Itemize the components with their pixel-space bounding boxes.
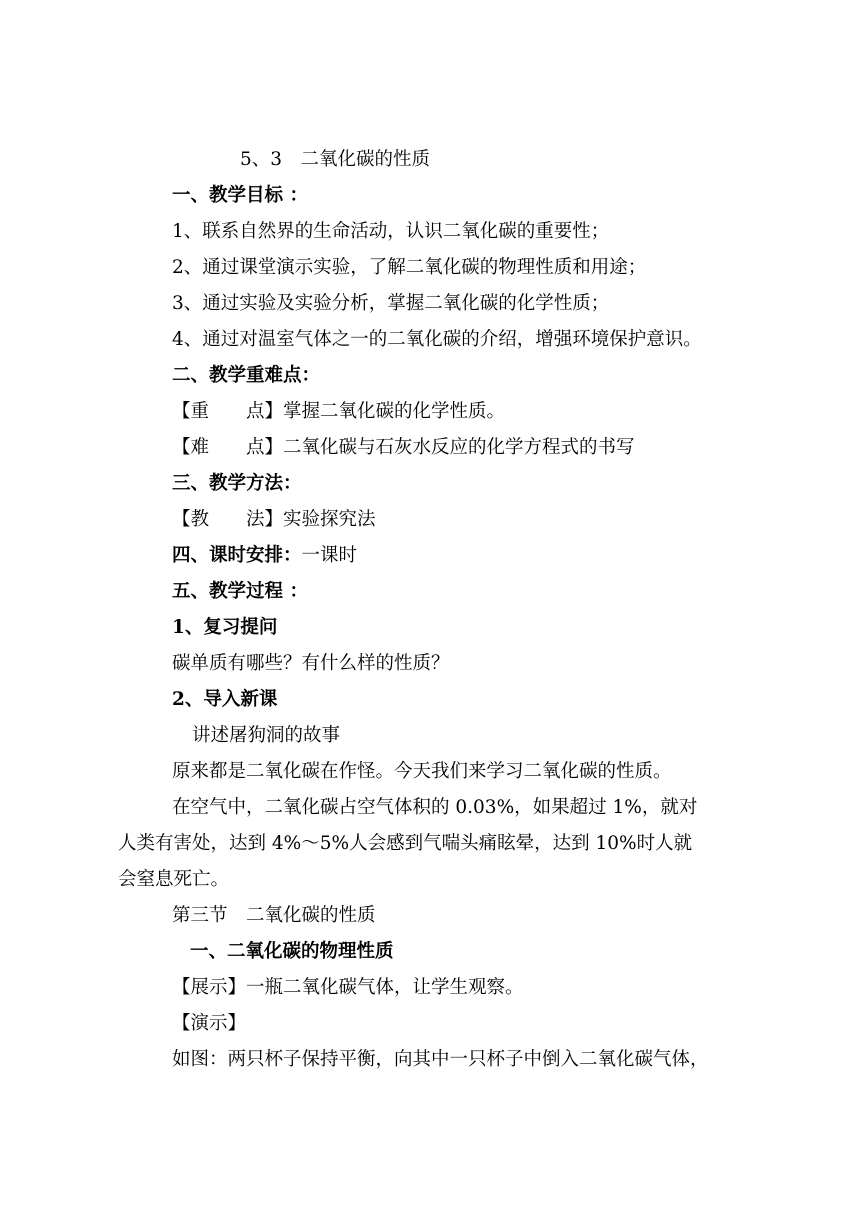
difficult-point: 【难 点】二氧化碳与石灰水反应的化学方程式的书写: [172, 437, 635, 458]
goal-item: 1、联系自然界的生命活动，认识二氧化碳的重要性；: [172, 221, 610, 242]
paragraph-line: 会窒息死亡。: [118, 869, 230, 890]
figure-description: 如图：两只杯子保持平衡，向其中一只杯子中倒入二氧化碳气体，: [172, 1049, 709, 1070]
story-line: 讲述屠狗洞的故事: [192, 725, 341, 746]
sub-heading-physical-properties: 一、二氧化碳的物理性质: [190, 941, 394, 962]
intro-line: 原来都是二氧化碳在作怪。今天我们来学习二氧化碳的性质。: [172, 761, 672, 782]
section-heading-method: 三、教学方法：: [172, 473, 302, 494]
paragraph-line: 在空气中，二氧化碳占空气体积的 0.03%，如果超过 1%，就对: [172, 797, 698, 818]
schedule-value: 一课时: [301, 545, 358, 566]
goal-item: 4、通过对温室气体之一的二氧化碳的介绍，增强环境保护意识。: [172, 329, 702, 350]
goal-item: 3、通过实验及实验分析，掌握二氧化碳的化学性质；: [172, 293, 610, 314]
review-question: 碳单质有哪些？有什么样的性质？: [172, 653, 450, 674]
chapter-title: 第三节 二氧化碳的性质: [172, 905, 376, 926]
document-title: 5、3 二氧化碳的性质: [240, 149, 431, 170]
key-point: 【重 点】掌握二氧化碳的化学性质。: [172, 401, 506, 422]
section-heading-process: 五、教学过程 ：: [172, 581, 308, 602]
section-heading-key-points: 二、教学重难点：: [172, 365, 321, 386]
show-line: 【展示】一瓶二氧化碳气体，让学生观察。: [172, 977, 524, 998]
section-heading-goals: 一、教学目标 ：: [172, 185, 308, 206]
step-heading-intro: 2、导入新课: [172, 689, 278, 710]
step-heading-review: 1、复习提问: [172, 617, 278, 638]
goal-item: 2、通过课堂演示实验，了解二氧化碳的物理性质和用途；: [172, 257, 647, 278]
schedule-line: [172, 544, 357, 568]
paragraph-line: 人类有害处，达到 4%～5%人会感到气喘头痛眩晕，达到 10%时人就: [118, 833, 693, 854]
section-heading-schedule: 四、课时安排：: [172, 545, 302, 566]
teaching-method: 【教 法】实验探究法: [172, 509, 376, 530]
demo-line: 【演示】: [172, 1013, 247, 1034]
